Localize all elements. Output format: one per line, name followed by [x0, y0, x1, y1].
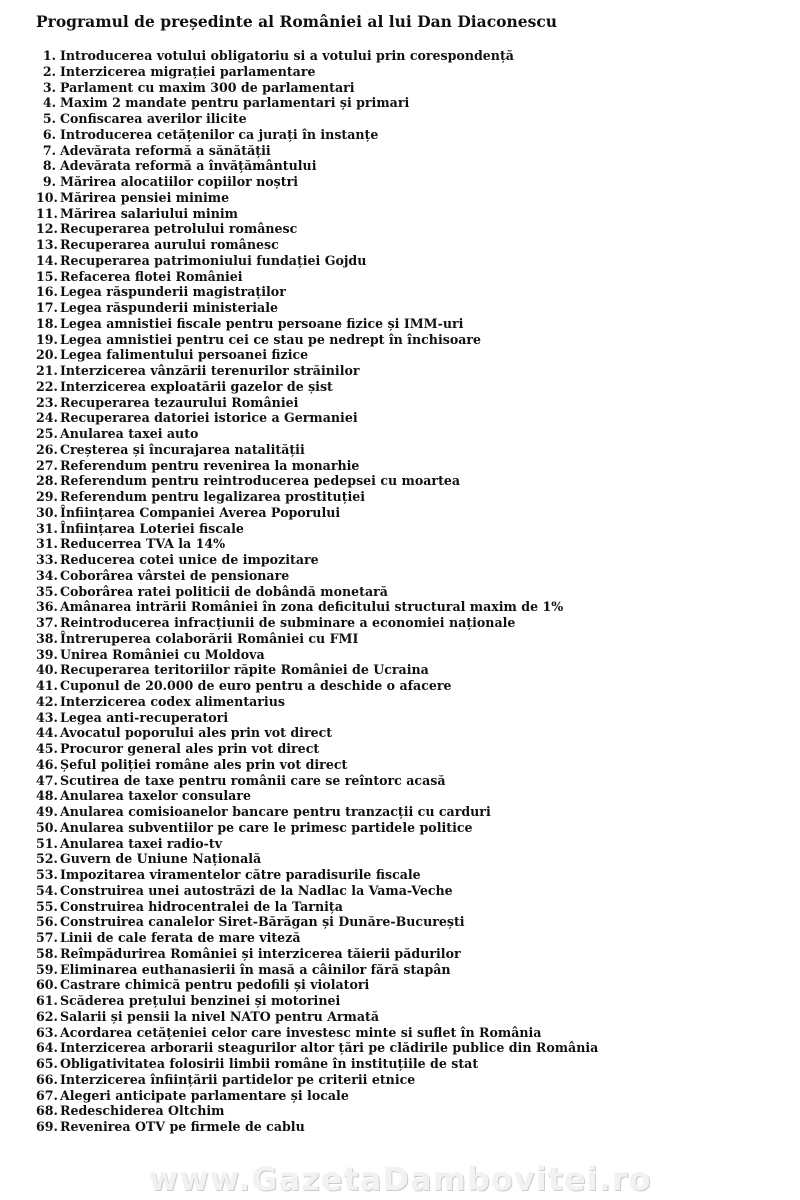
list-item-text: Legea răspunderii magistraților [60, 284, 286, 300]
list-item-text: Mărirea pensiei minime [60, 189, 230, 205]
list-item-text: Obligativitatea folosirii limbii române în instituțiile de stat [60, 1056, 479, 1071]
list-item [36, 552, 598, 568]
list-item [36, 804, 598, 820]
list-item-number: 39. [36, 646, 58, 662]
list-item-number: 43. [36, 709, 58, 725]
list-item-text: Interzicerea migrației parlamentare [60, 63, 316, 79]
list-item-text: Construirea hidrocentralei de la Tarnița [60, 898, 343, 914]
list-item-number: 25. [36, 426, 58, 441]
list-item [36, 820, 598, 836]
list-item-text: Interzicerea înființării partidelor pe criterii etnice [60, 1071, 416, 1087]
list-item-text: Procuror general ales prin vot direct [60, 741, 320, 756]
list-item-number: 22. [36, 378, 58, 394]
list-item-text: Reducerea cotei unice de impozitare [60, 552, 319, 567]
list-item-number: 37. [36, 615, 58, 630]
list-item-text: Reintroducerea infracțiunii de subminare a economiei naționale [60, 615, 516, 630]
list-item [36, 584, 598, 600]
list-item [36, 48, 598, 64]
list-item [36, 316, 598, 332]
list-item-number: 34. [36, 567, 58, 583]
list-item [36, 174, 598, 190]
list-item-text: Interzicerea vânzării terenurilor străinilor [60, 363, 360, 378]
list-item-number: 4. [42, 95, 56, 111]
list-item-number: 68. [36, 1103, 58, 1119]
list-item-number: 65. [36, 1056, 58, 1071]
list-item-number: 36. [36, 599, 58, 615]
list-item [36, 190, 598, 206]
list-item-number: 51. [36, 835, 58, 851]
list-item-text: Refacerea flotei României [60, 268, 243, 284]
list-item [36, 379, 598, 395]
list-item [36, 473, 598, 489]
list-item [36, 1088, 598, 1104]
list-item [36, 426, 598, 442]
list-item-text: Legea amnistiei pentru cei ce stau pe nedrept în închisoare [60, 331, 482, 347]
list-item-text: Coborârea vârstei de pensionare [60, 567, 290, 583]
list-item-number: 11. [36, 205, 58, 221]
program-list [36, 48, 598, 1135]
list-item [36, 489, 598, 505]
list-item-number: 38. [36, 630, 58, 646]
list-item-text: Recuperarea tezaurului României [60, 394, 299, 410]
list-item-text: Introducerea cetățenilor ca jurați în instanțe [60, 126, 379, 142]
list-item-text: Reîmpădurirea României și interzicerea tăierii pădurilor [60, 945, 461, 961]
list-item-text: Înființarea Loteriei fiscale [60, 520, 244, 536]
list-item-text: Revenirea OTV pe firmele de cablu [60, 1119, 305, 1134]
list-item-number: 9. [42, 174, 56, 189]
list-item-text: Interzicerea codex alimentarius [60, 693, 285, 709]
list-item-number: 45. [36, 741, 58, 756]
list-item-number: 24. [36, 410, 58, 426]
list-item [36, 993, 598, 1009]
list-item [36, 253, 598, 269]
list-item-text: Anularea taxei radio-tv [60, 835, 223, 851]
list-item-number: 14. [36, 252, 58, 268]
list-item [36, 647, 598, 663]
list-item-text: Parlament cu maxim 300 de parlamentari [60, 79, 355, 95]
list-item [36, 395, 598, 411]
list-item-text: Înființarea Companiei Averea Poporului [60, 504, 341, 520]
list-item-number: 55. [36, 898, 58, 914]
list-item-number: 57. [36, 930, 58, 945]
list-item-number: 7. [42, 142, 56, 158]
list-item-number: 50. [36, 819, 58, 835]
list-item-number: 41. [36, 678, 58, 693]
list-item-text: Referendum pentru revenirea la monarhie [60, 457, 360, 473]
list-item-text: Introducerea votului obligatoriu si a votului prin corespondență [60, 48, 514, 63]
list-item-number: 59. [36, 961, 58, 977]
list-item [36, 284, 598, 300]
list-item [36, 1009, 598, 1025]
list-item-number: 66. [36, 1071, 58, 1087]
list-item [36, 332, 598, 348]
list-item [36, 1040, 598, 1056]
list-item [36, 710, 598, 726]
list-item [36, 80, 598, 96]
list-item-number: 62. [36, 1008, 58, 1024]
list-item-text: Coborârea ratei politicii de dobândă monetară [60, 583, 388, 599]
list-item [36, 946, 598, 962]
list-item-number: 40. [36, 662, 58, 678]
list-item-number: 67. [36, 1087, 58, 1103]
list-item-text: Legea răspunderii ministeriale [60, 300, 278, 315]
list-item [36, 347, 598, 363]
list-item-number: 31. [36, 520, 58, 536]
list-item-text: Interzicerea exploatării gazelor de șist [60, 378, 333, 394]
list-item-text: Impozitarea viramentelor către paradisurile fiscale [60, 867, 421, 882]
list-item [36, 536, 598, 552]
list-item [36, 867, 598, 883]
list-item-text: Eliminarea euthanasierii în masă a câinilor fără stapân [60, 961, 451, 977]
list-item-number: 63. [36, 1024, 58, 1040]
list-item-text: Mărirea salariului minim [60, 205, 238, 221]
list-item-number: 6. [42, 126, 56, 142]
list-item-text: Referendum pentru reintroducerea pedepsei cu moartea [60, 473, 461, 489]
list-item [36, 143, 598, 159]
list-item-text: Legea amnistiei fiscale pentru persoane fizice și IMM-uri [60, 315, 464, 331]
list-item-number: 61. [36, 993, 58, 1008]
list-item-number: 5. [42, 111, 56, 126]
list-item-number: 16. [36, 284, 58, 300]
list-item-number: 15. [36, 268, 58, 284]
list-item-text: Anularea comisioanelor bancare pentru tranzacții cu carduri [60, 804, 491, 819]
list-item [36, 1072, 598, 1088]
list-item-text: Construirea unei autostrăzi de la Nadlac la Vama-Veche [60, 882, 453, 898]
list-item-number: 13. [36, 237, 58, 252]
list-item [36, 883, 598, 899]
list-item-text: Adevărata reformă a învățământului [60, 158, 317, 174]
list-item-text: Scăderea prețului benzinei și motorinei [60, 993, 341, 1008]
list-item-text: Legea falimentului persoanei fizice [60, 347, 309, 363]
list-item-text: Legea anti-recuperatori [60, 709, 229, 725]
list-item [36, 757, 598, 773]
list-item-number: 47. [36, 772, 58, 788]
list-item [36, 899, 598, 915]
list-item-text: Anularea subventiilor pe care le primesc partidele politice [60, 819, 473, 835]
list-item-text: Recuperarea aurului românesc [60, 237, 279, 252]
list-item-number: 49. [36, 804, 58, 819]
list-item [36, 788, 598, 804]
list-item-text: Alegeri anticipate parlamentare și locale [60, 1087, 349, 1103]
list-item-text: Scutirea de taxe pentru românii care se reîntorc acasă [60, 772, 446, 788]
list-item [36, 914, 598, 930]
list-item-text: Recuperarea petrolului românesc [60, 221, 298, 237]
list-item-text: Castrare chimică pentru pedofili și violatori [60, 977, 370, 993]
list-item-text: Cuponul de 20.000 de euro pentru a deschide o afacere [60, 678, 452, 693]
page-title: Programul de președinte al României al lui Dan Diaconescu [36, 12, 558, 31]
watermark: www.GazetaDambovitei.ro [148, 1160, 652, 1198]
list-item-text: Maxim 2 mandate pentru parlamentari și primari [60, 95, 410, 111]
list-item-text: Acordarea cetățeniei celor care investesc minte si suflet în România [60, 1024, 542, 1040]
list-item-number: 56. [36, 914, 58, 930]
list-item [36, 694, 598, 710]
list-item-number: 48. [36, 788, 58, 804]
list-item-number: 2. [42, 63, 56, 79]
list-item-number: 8. [42, 158, 56, 174]
list-item-text: Unirea României cu Moldova [60, 646, 265, 662]
list-item-text: Anularea taxelor consulare [60, 788, 251, 804]
list-item-text: Mărirea alocatiilor copiilor noștri [60, 174, 299, 189]
list-item [36, 725, 598, 741]
list-item [36, 836, 598, 852]
list-item-text: Recuperarea teritoriilor răpite României de Ucraina [60, 662, 429, 678]
list-item [36, 158, 598, 174]
list-item [36, 269, 598, 285]
list-item [36, 599, 598, 615]
list-item [36, 127, 598, 143]
list-item-number: 42. [36, 693, 58, 709]
list-item-text: Confiscarea averilor ilicite [60, 111, 247, 126]
list-item [36, 1025, 598, 1041]
list-item-number: 17. [36, 300, 58, 315]
list-item [36, 615, 598, 631]
list-item-text: Șeful poliției române ales prin vot direct [60, 756, 348, 772]
list-item-number: 30. [36, 504, 58, 520]
list-item-number: 29. [36, 489, 58, 504]
list-item-number: 33. [36, 552, 58, 567]
list-item-text: Întreruperea colaborării României cu FMI [60, 630, 359, 646]
list-item-text: Interzicerea arborarii steagurilor altor țări pe clădirile publice din România [60, 1040, 599, 1056]
list-item-number: 35. [36, 583, 58, 599]
list-item [36, 1119, 598, 1135]
list-item-text: Avocatul poporului ales prin vot direct [60, 725, 333, 741]
list-item-text: Reducerrea TVA la 14% [60, 536, 226, 552]
list-item-number: 10. [36, 189, 58, 205]
list-item-number: 60. [36, 977, 58, 993]
list-item [36, 1056, 598, 1072]
list-item-number: 21. [36, 363, 58, 378]
list-item-number: 31. [36, 536, 58, 552]
list-item [36, 930, 598, 946]
list-item-number: 52. [36, 851, 58, 867]
list-item-number: 64. [36, 1040, 58, 1056]
list-item-text: Creșterea și încurajarea natalității [60, 441, 305, 457]
list-item [36, 363, 598, 379]
list-item-text: Guvern de Uniune Națională [60, 851, 262, 867]
list-item-number: 58. [36, 945, 58, 961]
list-item [36, 851, 598, 867]
list-item [36, 237, 598, 253]
list-item-text: Recuperarea patrimoniului fundației Gojdu [60, 252, 367, 268]
list-item [36, 631, 598, 647]
list-item-number: 28. [36, 473, 58, 489]
list-item [36, 741, 598, 757]
list-item-text: Anularea taxei auto [60, 426, 199, 441]
list-item-number: 12. [36, 221, 58, 237]
list-item-number: 18. [36, 315, 58, 331]
list-item [36, 95, 598, 111]
list-item [36, 300, 598, 316]
list-item-number: 20. [36, 347, 58, 363]
list-item [36, 568, 598, 584]
list-item [36, 962, 598, 978]
list-item-text: Redeschiderea Oltchim [60, 1103, 225, 1119]
list-item-number: 53. [36, 867, 58, 882]
list-item [36, 977, 598, 993]
list-item [36, 111, 598, 127]
list-item [36, 662, 598, 678]
list-item [36, 678, 598, 694]
list-item-number: 69. [36, 1119, 58, 1134]
list-item-text: Recuperarea datoriei istorice a Germaniei [60, 410, 358, 426]
list-item [36, 442, 598, 458]
list-item [36, 458, 598, 474]
list-item [36, 206, 598, 222]
list-item [36, 410, 598, 426]
list-item-number: 23. [36, 394, 58, 410]
list-item-number: 54. [36, 882, 58, 898]
list-item [36, 773, 598, 789]
list-item-number: 3. [42, 79, 56, 95]
list-item-text: Construirea canalelor Siret-Bărăgan și Dunăre-București [60, 914, 465, 930]
list-item [36, 64, 598, 80]
list-item [36, 221, 598, 237]
list-item [36, 521, 598, 537]
list-item-number: 26. [36, 441, 58, 457]
list-item [36, 505, 598, 521]
list-item-text: Amânarea intrării României în zona deficitului structural maxim de 1% [60, 599, 564, 615]
list-item [36, 1103, 598, 1119]
list-item-text: Referendum pentru legalizarea prostituției [60, 489, 366, 504]
list-item-text: Salarii și pensii la nivel NATO pentru Armată [60, 1008, 379, 1024]
list-item-number: 19. [36, 331, 58, 347]
list-item-number: 46. [36, 756, 58, 772]
list-item-number: 1. [42, 48, 56, 63]
list-item-number: 27. [36, 457, 58, 473]
list-item-text: Adevărata reformă a sănătății [60, 142, 271, 158]
list-item-text: Linii de cale ferata de mare viteză [60, 930, 301, 945]
list-item-number: 44. [36, 725, 58, 741]
